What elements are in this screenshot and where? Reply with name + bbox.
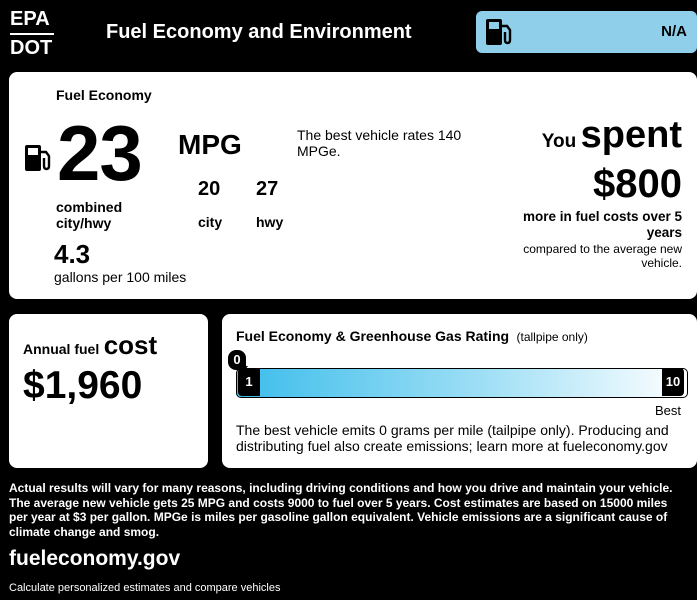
rating-marker: 0 [228, 350, 246, 370]
you-text: You [541, 131, 577, 152]
rating-qualifier: (tallpipe only) [516, 330, 588, 344]
annual-fuel-label: Annual fuel [23, 341, 100, 357]
gallons-value: 4.3 [54, 239, 91, 269]
rating-scale [236, 368, 686, 398]
logo-divider [10, 33, 54, 35]
fuel-pump-icon [22, 142, 54, 174]
gallons-label: gallons per 100 miles [54, 269, 187, 285]
fuel-type-value: N/A [661, 23, 687, 40]
spent-detail: more in fuel costs over 5 years [522, 209, 682, 240]
disclaimer-text: Actual results will vary for many reasons, including driving conditions and how you drive and maintain your vehicle. The average new vehicle gets 25 MPG and costs 9000 to fuel over 5 years. Cost estimates are based on 15000 miles per year at $3 per gallon. MPGe is miles per gasoline gallon equivalent. Vehicle emissions are a significant cause of climate change and smog. [9, 481, 673, 539]
rating-gradient-bar [236, 368, 688, 398]
dot-text: DOT [10, 37, 53, 59]
spent-headline [479, 114, 682, 157]
fuel-pump-icon [484, 16, 514, 48]
fuel-economy-panel [9, 72, 697, 299]
annual-cost-heading [23, 330, 157, 361]
site-link[interactable]: fueleconomy.gov [9, 547, 181, 570]
rating-min: 1 [238, 368, 260, 396]
rating-title: Fuel Economy & Greenhouse Gas Rating [236, 328, 510, 344]
hwy-label: hwy [256, 214, 284, 230]
mpg-unit: MPG [178, 129, 242, 160]
rating-max: 10 [662, 368, 684, 396]
epa-text: EPA [10, 8, 50, 30]
rating-note: The best vehicle emits 0 grams per mile (tailpipe only). Producing and distributing fuel also create emissions; learn more at fueleconomy.gov [236, 422, 669, 454]
annual-cost-panel [9, 314, 208, 468]
city-label: city [198, 214, 223, 230]
spent-text: spent [580, 114, 682, 156]
best-vehicle-note: The best vehicle rates 140 MPGe. [297, 127, 462, 159]
fuel-type-box [476, 11, 697, 53]
city-mpg: 20 [198, 178, 221, 200]
calculate-link[interactable]: Calculate personalized estimates and compare vehicles [9, 582, 281, 594]
combined-mpg: 23 [57, 109, 142, 197]
epa-dot-logo [10, 8, 54, 59]
fuel-economy-label: Fuel Economy [56, 87, 152, 103]
rating-heading [236, 328, 588, 346]
annual-cost-amount: $1,960 [23, 364, 143, 407]
hwy-mpg: 27 [256, 178, 279, 200]
page-title: Fuel Economy and Environment [106, 21, 412, 43]
combined-label: combined city/hwy [56, 199, 123, 231]
rating-marker-pointer [236, 366, 248, 374]
spent-compare: compared to the average new vehicle. [523, 242, 682, 270]
spent-amount: $800 [593, 162, 682, 206]
cost-word: cost [103, 330, 158, 360]
best-label: Best [655, 403, 682, 418]
